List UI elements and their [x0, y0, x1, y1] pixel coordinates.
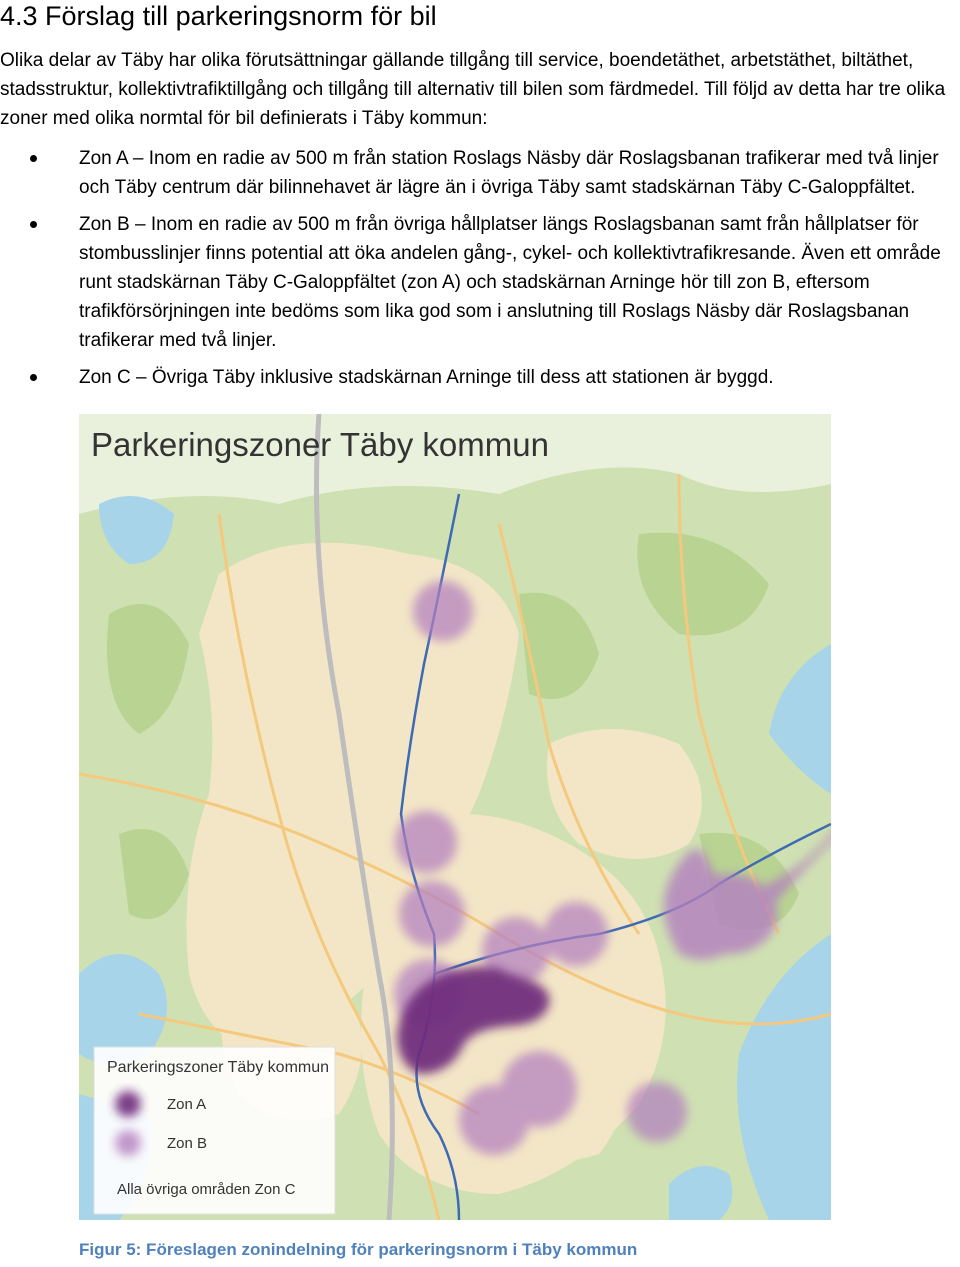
parking-zone-map: [79, 414, 831, 1220]
zone-b-swatch: [115, 1130, 141, 1156]
zone-c-text: Zon C – Övriga Täby inklusive stadskärnan Arninge till dess att stationen är byggd.: [79, 367, 774, 388]
figure-caption: Figur 5: Föreslagen zonindelning för parkeringsnorm i Täby kommun: [79, 1240, 638, 1259]
zone-b-text: Zon B – Inom en radie av 500 m från övriga hållplatser längs Roslagsbanan samt från hållplatser för stombusslinjer finns potential att öka andelen gång-, cykel- och kollektivtrafikresande. Även ett område runt stadskärnan Täby C-Galoppfältet (zon A) och stadskärnan Arninge hör till zon B, eftersom trafikförsörjningen inte bedöms som lika god som i anslutning till Roslags Näsby där Roslagsbanan trafikerar med två linjer.: [79, 214, 941, 351]
intro-paragraph: Olika delar av Täby har olika förutsättningar gällande tillgång till service, boendetäthet, arbetstäthet, biltäthet, stadsstruktur, kollektivtrafiktillgång och tillgång till alternativ till bilen som färdmedel. Till följd av detta har tre olika zoner med olika normtal för bil definierats i Täby kommun:: [0, 50, 946, 129]
legend-zone-c: Alla övriga områden Zon C: [117, 1181, 296, 1198]
legend-zone-b: Zon B: [167, 1135, 208, 1152]
map-title: Parkeringszoner Täby kommun: [91, 426, 549, 463]
bullet-icon: [30, 155, 37, 162]
map-legend: [94, 1047, 335, 1214]
zone-list: [0, 144, 960, 400]
zone-a-text: Zon A – Inom en radie av 500 m från station Roslags Näsby där Roslagsbanan trafikerar med två linjer och Täby centrum där bilinnehavet är lägre än i övriga Täby samt stadskärnan Täby C-Galoppfältet.: [79, 148, 939, 198]
zone-a-swatch: [115, 1091, 141, 1117]
bullet-icon: [30, 221, 37, 228]
zone-b-item: [0, 210, 960, 355]
zone-a-item: [0, 144, 960, 202]
zone-c-item: [0, 363, 960, 392]
bullet-icon: [30, 374, 37, 381]
section-heading: 4.3 Förslag till parkeringsnorm för bil: [0, 1, 437, 31]
legend-zone-a: Zon A: [167, 1096, 207, 1113]
legend-title: Parkeringszoner Täby kommun: [107, 1059, 330, 1076]
